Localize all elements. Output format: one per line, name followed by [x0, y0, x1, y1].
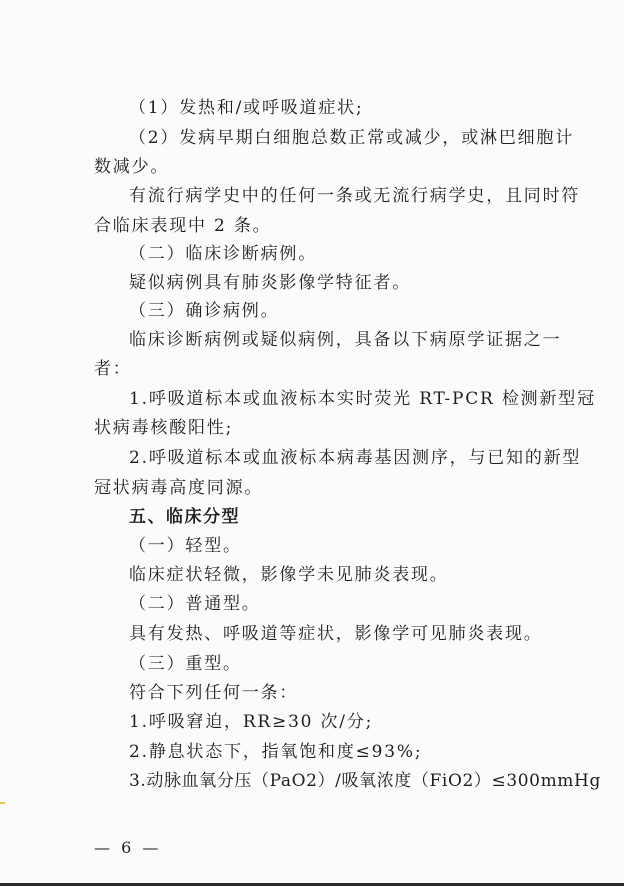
- text-line: （2）发病早期白细胞总数正常或减少，或淋巴细胞计: [129, 128, 575, 148]
- text-line: 临床症状轻微，影像学未见肺炎表现。: [129, 565, 449, 585]
- section-subheading: （二）普通型。: [129, 594, 261, 614]
- text-line: 具有发热、呼吸道等症状，影像学可见肺炎表现。: [129, 624, 543, 644]
- page-number: — 6 —: [94, 838, 162, 857]
- text-line: 数减少。: [94, 157, 170, 177]
- section-subheading: （二）临床诊断病例。: [129, 244, 317, 264]
- text-line: 状病毒核酸阳性;: [94, 418, 234, 438]
- section-subheading: （一）轻型。: [129, 536, 242, 556]
- scan-mark: [0, 802, 5, 804]
- section-subheading: （三）重型。: [129, 654, 242, 674]
- text-line: 冠状病毒高度同源。: [94, 478, 264, 498]
- text-line: 3.动脉血氧分压（PaO2）/吸氧浓度（FiO2）≤300mmHg: [129, 771, 601, 791]
- text-line: 有流行病学史中的任何一条或无流行病学史，且同时符: [129, 186, 581, 206]
- text-line: 者：: [94, 359, 132, 379]
- text-line: 1.呼吸窘迫，RR≥30 次/分;: [129, 712, 374, 732]
- text-line: 符合下列任何一条：: [129, 683, 299, 703]
- text-line: 合临床表现中 2 条。: [94, 216, 272, 236]
- text-line: 2.呼吸道标本或血液标本病毒基因测序，与已知的新型: [129, 448, 582, 468]
- text-line: （1）发热和/或呼吸道症状;: [129, 98, 364, 118]
- text-line: 1.呼吸道标本或血液标本实时荧光 RT-PCR 检测新型冠: [129, 389, 596, 409]
- text-line: 2.静息状态下，指氧饱和度≤93%;: [129, 742, 423, 762]
- text-line: 临床诊断病例或疑似病例，具备以下病原学证据之一: [129, 330, 562, 350]
- section-subheading: （三）确诊病例。: [129, 301, 280, 321]
- section-heading: 五、临床分型: [129, 507, 240, 527]
- text-line: 疑似病例具有肺炎影像学特征者。: [129, 273, 411, 293]
